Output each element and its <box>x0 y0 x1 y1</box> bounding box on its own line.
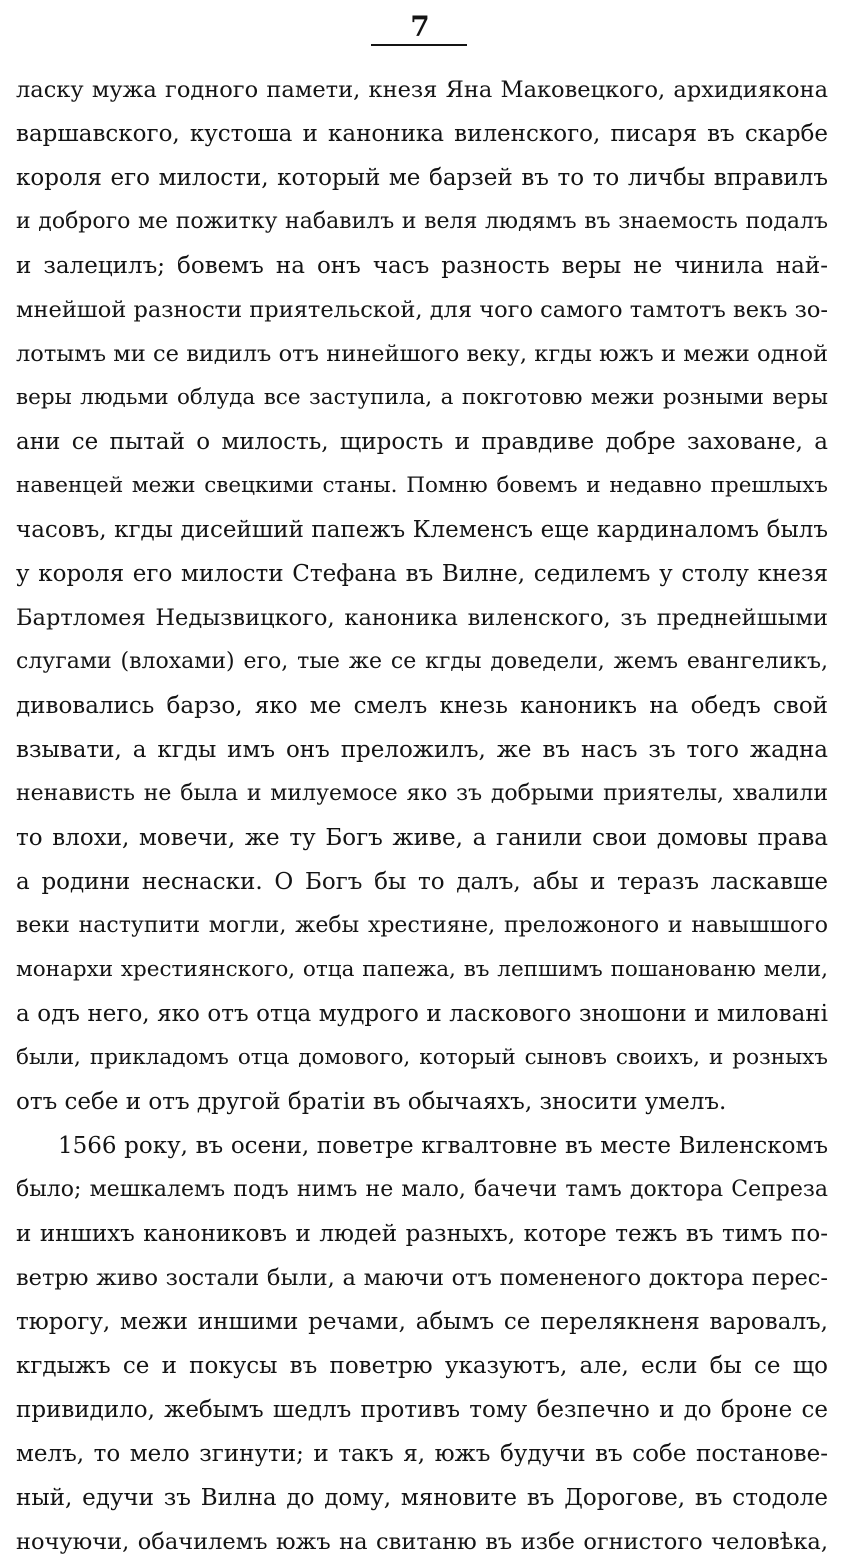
text-line: и иншихъ канониковъ и людей разныхъ, которе тежъ въ тимъ по- <box>16 1221 828 1247</box>
text-line: тюрогу, межи иншими речами, абымъ се перелякненя варовалъ, <box>16 1309 828 1335</box>
page-number: 7 <box>410 10 430 43</box>
text-line: часовъ, кгды дисейший папежъ Клеменсъ еще кардиналомъ былъ <box>16 517 828 543</box>
text-line: ветрю живо зостали были, а маючи отъ помененого доктора перес- <box>16 1265 828 1291</box>
paragraph-start-line: 1566 року, въ осени, поветре кгвалтовне въ месте Виленскомъ <box>58 1133 828 1159</box>
header-rule <box>371 44 467 46</box>
text-line: дивовались барзо, яко ме смелъ кнезь каноникъ на обедъ свой <box>16 693 828 719</box>
text-line: слугами (влохами) его, тые же се кгды доведели, жемъ евангеликъ, <box>16 649 828 674</box>
text-line: а одъ него, яко отъ отца мудрого и ласкового зношони и милованi <box>16 1001 828 1027</box>
text-line: ный, едучи зъ Вилна до дому, мяновите въ Дорогове, въ стодоле <box>16 1485 828 1511</box>
text-line: были, прикладомъ отца домового, который сыновъ своихъ, и розныхъ <box>16 1045 828 1070</box>
text-line: ани се пытай о милость, щирость и правдиве добре захованe, а <box>16 429 828 455</box>
text-line: ночуючи, обачилемъ южъ на свитаню въ избе огнистого человѣка, <box>16 1529 828 1555</box>
text-line: кгдыжъ се и покусы въ поветрю указуютъ, але, если бы се що <box>16 1353 828 1379</box>
text-line: веры людьми облуда все заступила, а покготовю межи розными веры <box>16 385 828 410</box>
text-line: то влохи, мовечи, же ту Богъ живе, а ганили свои домовы права <box>16 825 828 851</box>
text-line: ненависть не была и милуемосе яко зъ добрыми приятелы, хвалили <box>16 781 828 806</box>
text-line: веки наступити могли, жебы хрестияне, преложоного и навышшого <box>16 913 828 938</box>
paragraph-end-line: отъ себе и отъ другой братiи въ обычаяхъ, зносити умелъ. <box>16 1089 727 1115</box>
text-line: ласку мужа годного памети, кнезя Яна Маковецкого, архидиякона <box>16 77 828 103</box>
text-line: Бартломея Недызвицкого, каноника виленского, зъ преднейшыми <box>16 605 828 631</box>
text-line: мнейшой разности приятельской, для чого самого тамтотъ векъ зо- <box>16 297 828 323</box>
body-text <box>16 68 828 1564</box>
text-line: взывати, а кгды имъ онъ преложилъ, же въ насъ зъ того жадна <box>16 737 828 763</box>
text-line: было; мешкалемъ подъ нимъ не мало, бачечи тамъ доктора Сепреза <box>16 1177 828 1202</box>
text-line: мелъ, то мело згинути; и такъ я, южъ будучи въ собе постанове- <box>16 1441 828 1467</box>
text-line: привидило, жебымъ шедлъ противъ тому безпечно и до броне се <box>16 1397 828 1423</box>
text-line: варшавского, кустоша и каноника виленского, писаря въ скарбе <box>16 121 828 147</box>
text-line: лотымъ ми се видилъ отъ нинейшого веку, кгды южъ и межи одной <box>16 341 828 367</box>
text-line: навенцей межи свецкими станы. Помню бовемъ и недавно прешлыхъ <box>16 473 828 498</box>
text-line: короля его милости, который ме барзей въ то то личбы вправилъ <box>16 165 828 191</box>
text-line: а родини неснаски. О Богъ бы то далъ, абы и теразъ ласкавше <box>16 869 828 895</box>
text-line: и залецилъ; бовемъ на онъ часъ разность веры не чинила най- <box>16 253 828 279</box>
text-line: монархи хрестиянского, отца папежа, въ лепшимъ пошанованю мели, <box>16 957 828 982</box>
text-line: и доброго ме пожитку набавилъ и веля людямъ въ знаемость подалъ <box>16 209 828 234</box>
text-line: у короля его милости Стефана въ Вилне, седилемъ у столу кнезя <box>16 561 828 587</box>
